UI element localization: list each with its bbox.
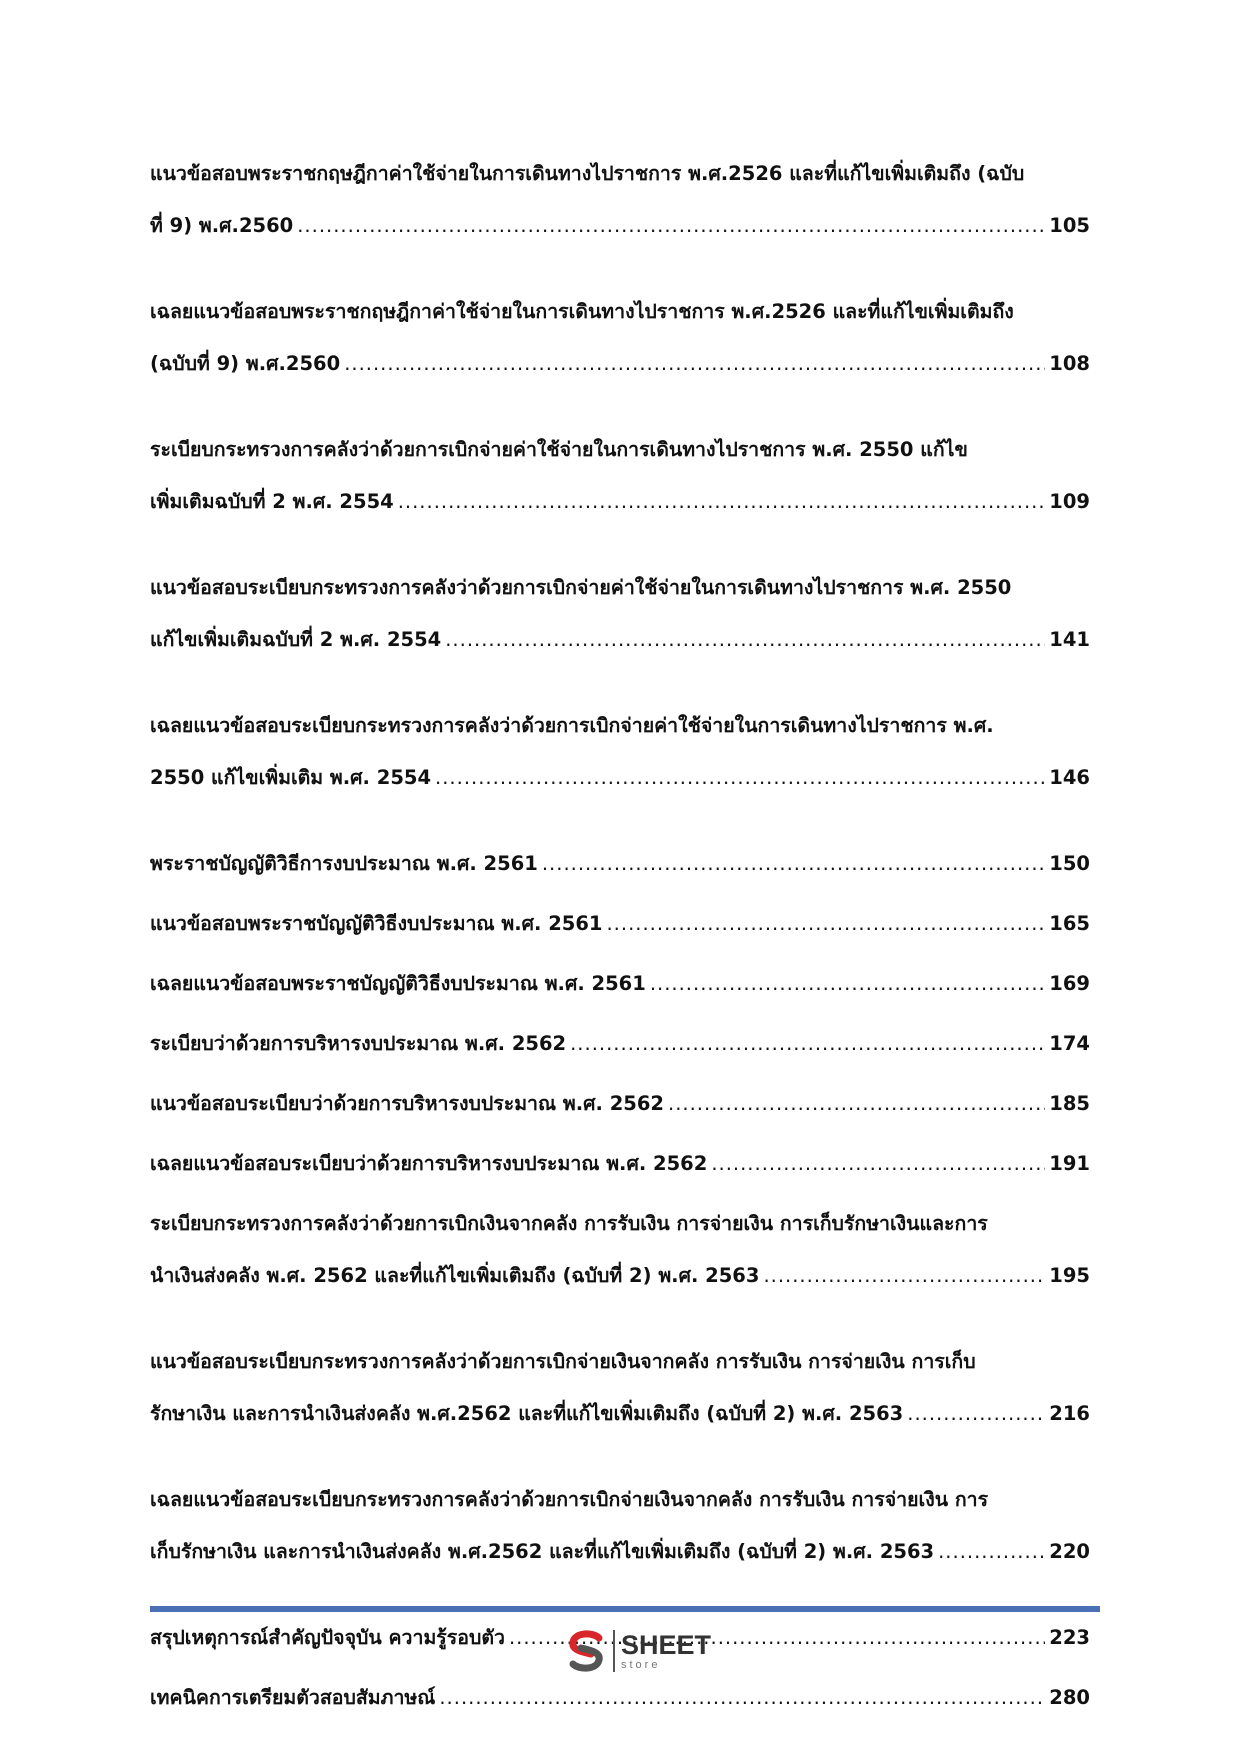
logo-subtitle: store xyxy=(621,1658,661,1671)
dot-leader xyxy=(542,838,1045,890)
toc-entry[interactable] xyxy=(150,1474,1090,1578)
toc-page-number: 165 xyxy=(1049,912,1090,935)
toc-entry-title-line2: แก้ไขเพิ่มเติมฉบับที่ 2 พ.ศ. 2554 xyxy=(150,628,442,651)
dot-leader xyxy=(570,1018,1045,1070)
toc-page-number: 223 xyxy=(1049,1626,1090,1649)
toc-entry-title: พระราชบัญญัติวิธีการงบประมาณ พ.ศ. 2561 xyxy=(150,852,538,875)
toc-page-number: 191 xyxy=(1049,1152,1090,1175)
toc-entry-title-line2: ที่ 9) พ.ศ.2560 xyxy=(150,214,294,237)
toc-entry[interactable] xyxy=(150,898,1090,950)
toc-page-number: 109 xyxy=(1049,490,1090,513)
toc-entry-title-line1: เฉลยแนวข้อสอบระเบียบกระทรวงการคลังว่าด้วยการเบิกจ่ายเงินจากคลัง การรับเงิน การจ่ายเงิน การ xyxy=(150,1488,989,1511)
toc-page-number: 280 xyxy=(1049,1686,1090,1709)
toc-entry[interactable] xyxy=(150,1336,1090,1440)
dot-leader xyxy=(398,476,1046,528)
dot-leader xyxy=(650,958,1045,1010)
toc-entry-title: เทคนิคการเตรียมตัวสอบสัมภาษณ์ xyxy=(150,1686,436,1709)
toc-entry-title-line2: เพิ่มเติมฉบับที่ 2 พ.ศ. 2554 xyxy=(150,490,394,513)
toc-entry-title-line1: ระเบียบกระทรวงการคลังว่าด้วยการเบิกจ่ายค่าใช้จ่ายในการเดินทางไปราชการ พ.ศ. 2550 แก้ไข xyxy=(150,438,968,461)
toc-entry[interactable] xyxy=(150,424,1090,528)
dot-leader xyxy=(938,1526,1045,1578)
toc-entry-title-line1: แนวข้อสอบพระราชกฤษฎีกาค่าใช้จ่ายในการเดินทางไปราชการ พ.ศ.2526 และที่แก้ไขเพิ่มเติมถึง (ฉบับ xyxy=(150,162,1025,185)
dot-leader xyxy=(606,898,1045,950)
toc-entry[interactable] xyxy=(150,1672,1090,1724)
toc-entry-title-line2: นำเงินส่งคลัง พ.ศ. 2562 และที่แก้ไขเพิ่มเติมถึง (ฉบับที่ 2) พ.ศ. 2563 xyxy=(150,1264,760,1287)
toc-entry[interactable] xyxy=(150,148,1090,252)
toc-entry[interactable] xyxy=(150,958,1090,1010)
toc-page-number: 146 xyxy=(1049,766,1090,789)
toc-entry[interactable] xyxy=(150,562,1090,666)
dot-leader xyxy=(297,200,1045,252)
dot-leader xyxy=(344,338,1045,390)
toc-entry[interactable] xyxy=(150,1018,1090,1070)
dot-leader xyxy=(711,1138,1045,1190)
toc-entry-title-line2: 2550 แก้ไขเพิ่มเติม พ.ศ. 2554 xyxy=(150,766,432,789)
table-of-contents xyxy=(150,148,1090,1732)
sheet-store-logo xyxy=(563,1626,738,1676)
toc-page-number: 105 xyxy=(1049,214,1090,237)
toc-page-number: 174 xyxy=(1049,1032,1090,1055)
toc-entry[interactable] xyxy=(150,1138,1090,1190)
toc-entry-title-line1: ระเบียบกระทรวงการคลังว่าด้วยการเบิกเงินจากคลัง การรับเงิน การจ่ายเงิน การเก็บรักษาเงินและการ xyxy=(150,1212,988,1235)
sheet-store-s-icon xyxy=(563,1628,609,1674)
toc-entry-title: สรุปเหตุการณ์สำคัญปัจจุบัน ความรู้รอบตัว xyxy=(150,1626,505,1649)
dot-leader xyxy=(439,1672,1045,1724)
toc-page-number: 108 xyxy=(1049,352,1090,375)
toc-page-number: 216 xyxy=(1049,1402,1090,1425)
dot-leader xyxy=(668,1078,1045,1130)
toc-page-number: 150 xyxy=(1049,852,1090,875)
toc-entry-title-line1: แนวข้อสอบระเบียบกระทรวงการคลังว่าด้วยการเบิกจ่ายค่าใช้จ่ายในการเดินทางไปราชการ พ.ศ. 2550 xyxy=(150,576,1012,599)
toc-entry[interactable] xyxy=(150,286,1090,390)
toc-page-number: 195 xyxy=(1049,1264,1090,1287)
toc-entry-title-line1: เฉลยแนวข้อสอบพระราชกฤษฎีกาค่าใช้จ่ายในการเดินทางไปราชการ พ.ศ.2526 และที่แก้ไขเพิ่มเติมถึง xyxy=(150,300,1014,323)
toc-page-number: 185 xyxy=(1049,1092,1090,1115)
toc-entry-title-line1: แนวข้อสอบระเบียบกระทรวงการคลังว่าด้วยการเบิกจ่ายเงินจากคลัง การรับเงิน การจ่ายเงิน การเก็บ xyxy=(150,1350,976,1373)
toc-entry[interactable] xyxy=(150,1078,1090,1130)
dot-leader xyxy=(763,1250,1045,1302)
toc-entry[interactable] xyxy=(150,1198,1090,1302)
dot-leader xyxy=(907,1388,1045,1440)
toc-entry-title: แนวข้อสอบพระราชบัญญัติวิธีงบประมาณ พ.ศ. 2561 xyxy=(150,912,603,935)
dot-leader xyxy=(435,752,1045,804)
toc-entry-title-line1: เฉลยแนวข้อสอบระเบียบกระทรวงการคลังว่าด้วยการเบิกจ่ายค่าใช้จ่ายในการเดินทางไปราชการ พ.ศ. xyxy=(150,714,994,737)
toc-page-number: 169 xyxy=(1049,972,1090,995)
toc-entry-title-line2: รักษาเงิน และการนำเงินส่งคลัง พ.ศ.2562 และที่แก้ไขเพิ่มเติมถึง (ฉบับที่ 2) พ.ศ. 2563 xyxy=(150,1402,904,1425)
toc-entry[interactable] xyxy=(150,700,1090,804)
toc-entry-title-line2: (ฉบับที่ 9) พ.ศ.2560 xyxy=(150,352,341,375)
toc-entry-title-line2: เก็บรักษาเงิน และการนำเงินส่งคลัง พ.ศ.2562 และที่แก้ไขเพิ่มเติมถึง (ฉบับที่ 2) พ.ศ. 2563 xyxy=(150,1540,935,1563)
footer-rule xyxy=(150,1606,1100,1612)
toc-entry-title: แนวข้อสอบระเบียบว่าด้วยการบริหารงบประมาณ พ.ศ. 2562 xyxy=(150,1092,664,1115)
toc-page-number: 220 xyxy=(1049,1540,1090,1563)
toc-page-number: 141 xyxy=(1049,628,1090,651)
logo-name: SHEET xyxy=(621,1629,712,1660)
dot-leader xyxy=(445,614,1045,666)
toc-entry-title: ระเบียบว่าด้วยการบริหารงบประมาณ พ.ศ. 2562 xyxy=(150,1032,567,1055)
toc-entry-title: เฉลยแนวข้อสอบพระราชบัญญัติวิธีงบประมาณ พ.ศ. 2561 xyxy=(150,972,646,995)
logo-separator xyxy=(613,1630,615,1672)
toc-entry-title: เฉลยแนวข้อสอบระเบียบว่าด้วยการบริหารงบประมาณ พ.ศ. 2562 xyxy=(150,1152,708,1175)
toc-entry[interactable] xyxy=(150,838,1090,890)
